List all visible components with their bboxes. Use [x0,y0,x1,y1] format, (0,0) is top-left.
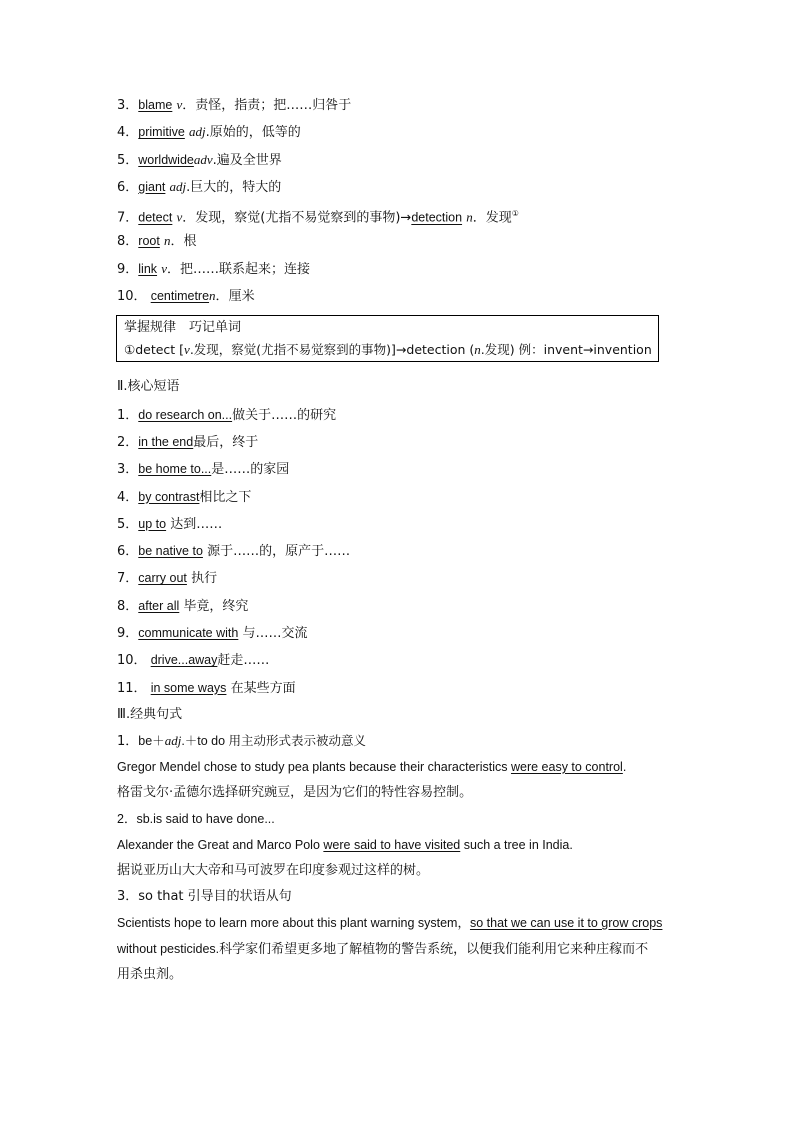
list-item: 7．carry out 执行 [117,571,218,587]
phrase: do research on... [138,407,233,422]
sentence-title: 1．be＋adj.＋to do 用主动形式表示被动意义 [117,732,367,749]
phrase: in some ways [150,680,227,695]
list-item: 7．detect v．发现，察觉(尤指不易觉察到的事物)→detection n．发现① [117,209,519,226]
list-item: 8．after all 毕竟，终究 [117,598,249,614]
section-heading-sentences: Ⅲ.经典句式 [117,706,183,722]
phrase: be home to... [138,462,212,477]
list-item: 10． centimetren．厘米 [117,288,255,305]
vocab-word: blame [138,98,173,112]
list-item: 3．be home to...是……的家园 [117,462,290,478]
phrase: after all [138,598,180,613]
sentence-title: 2．sb.is said to have done... [117,811,275,826]
phrase: up to [138,516,167,531]
vocab-word: detect [138,210,173,225]
section-heading-phrases: Ⅱ.核心短语 [117,379,180,395]
derived-word: detection [411,210,463,225]
sentence-highlight: were easy to control [510,759,623,774]
sentence-chinese-continued: 用杀虫剂。 [117,966,183,982]
sentence-highlight: were said to have visited [323,837,461,852]
sentence-english: Scientists hope to learn more about this plant warning system，so that we can use it to grow crops [117,915,663,930]
sentence-highlight: so that we can use it to grow crops [469,915,663,930]
tip-box [116,315,659,362]
vocab-word: primitive [138,125,185,140]
phrase: be native to [138,544,203,559]
list-item: 9．communicate with 与……交流 [117,626,308,642]
phrase: by contrast [138,489,200,504]
sentence-chinese: 格雷戈尔·孟德尔选择研究豌豆，是因为它们的特性容易控制。 [117,784,473,800]
list-item: 10． drive...away赶走…… [117,653,270,669]
footnote-mark: ① [511,209,519,219]
sentence-english: Gregor Mendel chose to study pea plants because their characteristics were easy to control. [117,759,627,774]
sentence-chinese: 科学家们希望更多地了解植物的警告系统，以便我们能利用它来种庄稼而不 [219,941,649,957]
sentence-block-2 [117,808,687,886]
list-item: 11． in some ways 在某些方面 [117,680,296,696]
list-item: 5．worldwideadv.遍及全世界 [117,151,282,168]
sentence-english-continued: without pesticides.科学家们希望更多地了解植物的警告系统，以便我们能利用它来种庄稼而不 [117,941,649,957]
vocab-word: link [138,261,158,276]
phrase: communicate with [138,626,239,641]
list-item: 6．be native to 源于……的，原产于…… [117,544,351,560]
list-item: 1．do research on...做关于……的研究 [117,407,337,423]
sentence-english: Alexander the Great and Marco Polo were said to have visited such a tree in India. [117,837,573,852]
vocab-word: root [138,234,160,249]
phrase: carry out [138,571,187,586]
phrase: drive...away [150,653,218,668]
list-item: 6．giant adj.巨大的，特大的 [117,178,282,195]
phrase: in the end [138,434,194,449]
document-page [117,94,687,990]
phrase-list [117,404,687,704]
vocab-list [117,94,687,312]
sentence-title: 3．so that 引导目的状语从句 [117,888,292,904]
list-item: 2．in the end最后，终于 [117,434,259,450]
tip-box-title: 掌握规律 巧记单词 [124,320,242,336]
list-item: 3．blame v．责怪，指责；把……归咎于 [117,97,352,113]
list-item: 8．root n．根 [117,233,197,250]
vocab-word: centimetre [150,289,210,304]
list-item: 4．primitive adj.原始的，低等的 [117,124,301,141]
vocab-word: giant [138,179,166,194]
vocab-word: worldwide [138,152,194,167]
tip-box-content: ①detect [v.发现，察觉(尤指不易觉察到的事物)]→detection (n.发现) 例：invent→invention [124,342,652,358]
list-item: 9．link v．把……联系起来；连接 [117,260,310,277]
list-item: 4．by contrast相比之下 [117,489,252,505]
sentence-block-1 [117,730,687,808]
list-item: 5．up to 达到…… [117,516,223,532]
sentence-block-3 [117,886,687,990]
sentence-chinese: 据说亚历山大大帝和马可波罗在印度参观过这样的树。 [117,862,430,878]
